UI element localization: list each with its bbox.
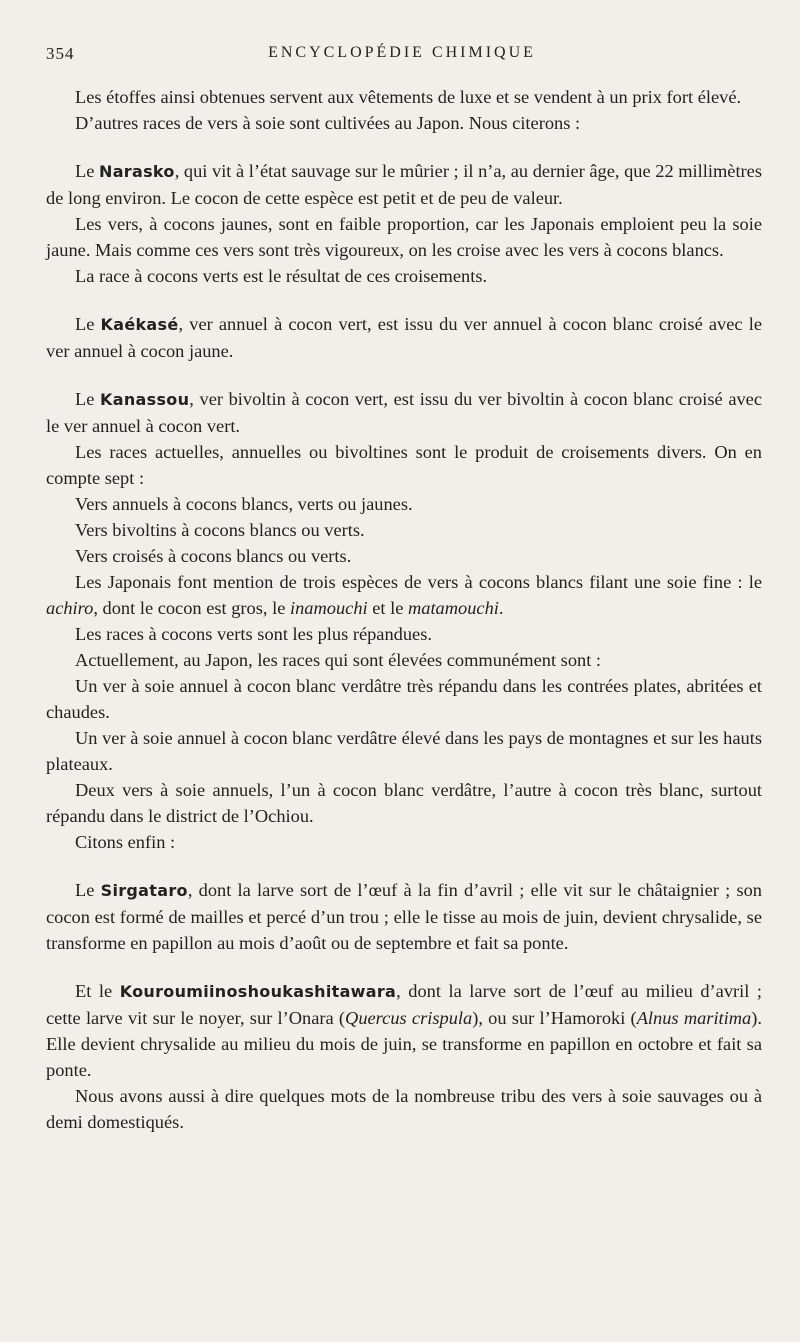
paragraph: Les Japonais font mention de trois espèces de vers à cocons blancs filant une soie fine : le achiro, dont le cocon est gros, le inamouchi et le matamouchi. (46, 572, 762, 618)
paragraph: Deux vers à soie annuels, l’un à cocon blanc verdâtre, l’autre à cocon très blanc, surtout répandu dans le district de l’Ochiou. (46, 780, 762, 826)
paragraph: Citons enfin : (75, 832, 176, 852)
paragraph: La race à cocons verts est le résultat de ces croisements. (75, 266, 488, 286)
breed-name: Sirgataro (100, 881, 188, 900)
paragraph: Les races actuelles, annuelles ou bivoltines sont le produit de croisements divers. On en compte sept : (46, 442, 762, 488)
list-item: Vers bivoltins à cocons blancs ou verts. (75, 520, 365, 540)
paragraph-kaekase: Le Kaékasé, ver annuel à cocon vert, est issu du ver annuel à cocon blanc croisé avec le ver annuel à cocon jaune. (46, 314, 762, 361)
list-item: Vers croisés à cocons blancs ou verts. (75, 546, 352, 566)
running-title: ENCYCLOPÉDIE CHIMIQUE (268, 44, 536, 61)
page-body (46, 84, 762, 1135)
paragraph: Actuellement, au Japon, les races qui sont élevées communément sont : (75, 650, 602, 670)
breed-name: Kouroumiinoshoukashitawara (119, 982, 397, 1001)
breed-name: Kanassou (100, 390, 190, 409)
paragraph-sirgataro: Le Sirgataro, dont la larve sort de l’œuf à la fin d’avril ; elle vit sur le châtaignier ; son cocon est formé de mailles et percé d’un trou ; elle le tisse au mois de juin, devient chrysalide, se transforme en papillon au mois d’août ou de septembre et fait sa ponte. (46, 880, 762, 953)
breed-name: Kaékasé (100, 315, 179, 334)
paragraph: Un ver à soie annuel à cocon blanc verdâtre élevé dans les pays de montagnes et sur les hauts plateaux. (46, 728, 762, 774)
paragraph: Un ver à soie annuel à cocon blanc verdâtre très répandu dans les contrées plates, abritées et chaudes. (46, 676, 762, 722)
paragraph: D’autres races de vers à soie sont cultivées au Japon. Nous citerons : (75, 113, 581, 133)
paragraph-kanassou: Le Kanassou, ver bivoltin à cocon vert, est issu du ver bivoltin à cocon blanc croisé avec le ver annuel à cocon vert. (46, 389, 762, 436)
breed-name: Narasko (99, 162, 175, 181)
paragraph: Les vers, à cocons jaunes, sont en faible proportion, car les Japonais emploient peu la soie jaune. Mais comme ces vers sont très vigoureux, on les croise avec les vers à cocons blancs. (46, 214, 762, 260)
page-header (46, 44, 758, 68)
paragraph: Les races à cocons verts sont les plus répandues. (75, 624, 432, 644)
paragraph: Les étoffes ainsi obtenues servent aux vêtements de luxe et se vendent à un prix fort élevé. (75, 87, 742, 107)
page-number: 354 (46, 44, 75, 63)
paragraph: Nous avons aussi à dire quelques mots de la nombreuse tribu des vers à soie sauvages ou à demi domestiqués. (46, 1086, 762, 1132)
paragraph-kouroumiinoshoukashitawara: Et le Kouroumiinoshoukashitawara, dont la larve sort de l’œuf au milieu d’avril ; cette larve vit sur le noyer, sur l’Onara (Quercus crispula), ou sur l’Hamoroki (Alnus maritima). Elle devient chrysalide au milieu du mois de juin, se transforme en papillon en octobre et fait sa ponte. (46, 981, 763, 1080)
list-item: Vers annuels à cocons blancs, verts ou jaunes. (75, 494, 413, 514)
paragraph-narasko: Le Narasko, qui vit à l’état sauvage sur le mûrier ; il n’a, au dernier âge, que 22 millimètres de long environ. Le cocon de cette espèce est petit et de peu de valeur. (46, 161, 762, 208)
